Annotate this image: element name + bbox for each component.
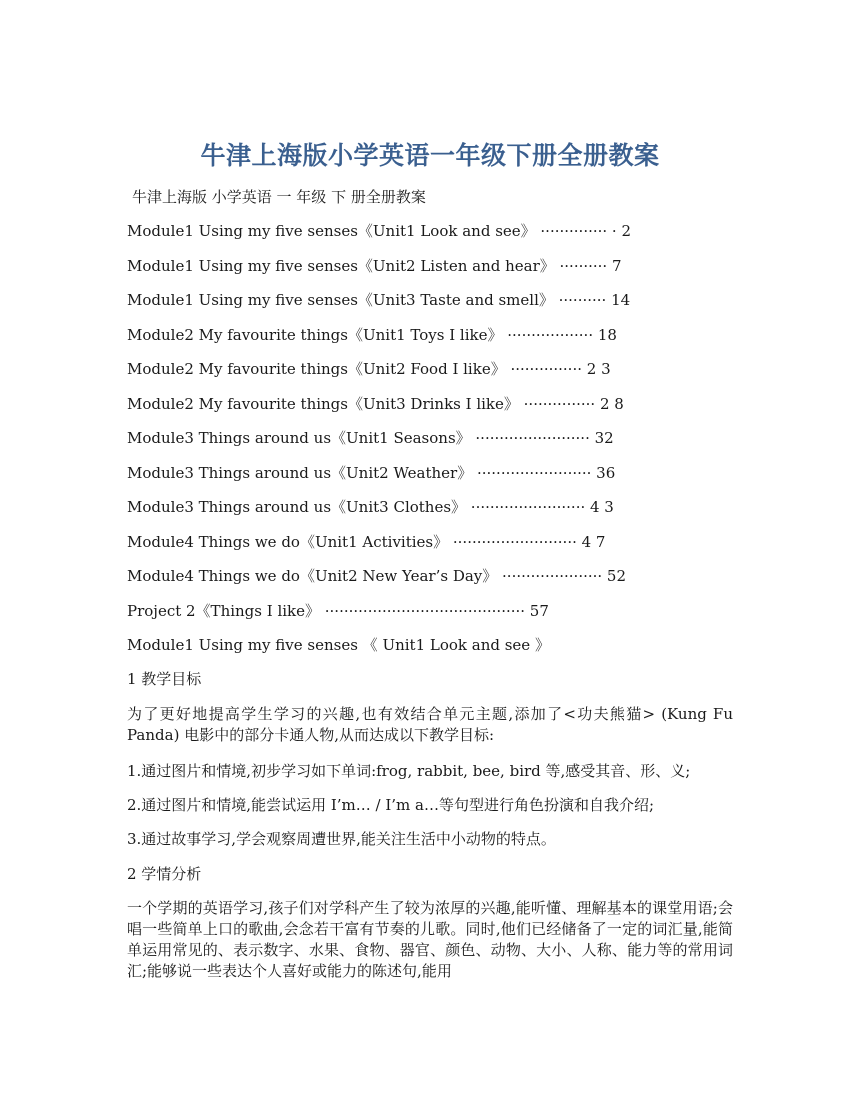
toc-entry: Module2 My favourite things《Unit2 Food I like》 ··············· 2 3 <box>127 360 611 378</box>
goal-item: 2.通过图片和情境,能尝试运用 I’m… / I’m a…等句型进行角色扮演和自我介绍; <box>127 796 655 814</box>
goals-intro: 为了更好地提高学生学习的兴趣,也有效结合单元主题,添加了<功夫熊猫> (Kung Fu Panda) 电影中的部分卡通人物,从而达成以下教学目标: <box>127 705 733 744</box>
analysis-heading: 2 学情分析 <box>127 865 202 883</box>
toc-entry: Module2 My favourite things《Unit3 Drinks I like》 ··············· 2 8 <box>127 395 624 413</box>
goal-item: 1.通过图片和情境,初步学习如下单词:frog, rabbit, bee, bird 等,感受其音、形、义; <box>127 762 691 780</box>
goal-item: 3.通过故事学习,学会观察周遭世界,能关注生活中小动物的特点。 <box>127 830 556 848</box>
toc-entry: Module1 Using my five senses《Unit2 Listen and hear》 ·········· 7 <box>127 257 622 275</box>
section-heading: Module1 Using my five senses 《 Unit1 Look and see 》 <box>127 636 550 654</box>
toc-entry: Module4 Things we do《Unit1 Activities》 ·························· 4 7 <box>127 533 606 551</box>
analysis-paragraph: 一个学期的英语学习,孩子们对学科产生了较为浓厚的兴趣,能听懂、理解基本的课堂用语;会唱一些简单上口的歌曲,会念若干富有节奏的儿歌。同时,他们已经储备了一定的词汇量,能简单运用常见的、表示数字、水果、食物、器官、颜色、动物、大小、人称、能力等的常用词汇;能够说一些表达个人喜好或能力的陈述句,能用 <box>127 899 733 980</box>
goals-heading: 1 教学目标 <box>127 670 202 688</box>
toc-entry: Module3 Things around us《Unit2 Weather》 ························ 36 <box>127 464 616 482</box>
toc-entry: Module1 Using my five senses《Unit3 Taste and smell》 ·········· 14 <box>127 291 631 309</box>
toc-entry: Module3 Things around us《Unit1 Seasons》 ························ 32 <box>127 429 614 447</box>
toc-entry: Module3 Things around us《Unit3 Clothes》 ························ 4 3 <box>127 498 614 516</box>
toc-entry: Module2 My favourite things《Unit1 Toys I like》 ·················· 18 <box>127 326 617 344</box>
toc-entry: Project 2《Things I like》 ·········································· 57 <box>127 602 549 620</box>
document-title: 牛津上海版小学英语一年级下册全册教案 <box>200 141 660 170</box>
document-subtitle: 牛津上海版 小学英语 一 年级 下 册全册教案 <box>132 188 426 206</box>
toc-entry: Module4 Things we do《Unit2 New Year’s Day》 ····················· 52 <box>127 567 627 585</box>
toc-entry: Module1 Using my five senses《Unit1 Look and see》 ·············· · 2 <box>127 222 632 240</box>
